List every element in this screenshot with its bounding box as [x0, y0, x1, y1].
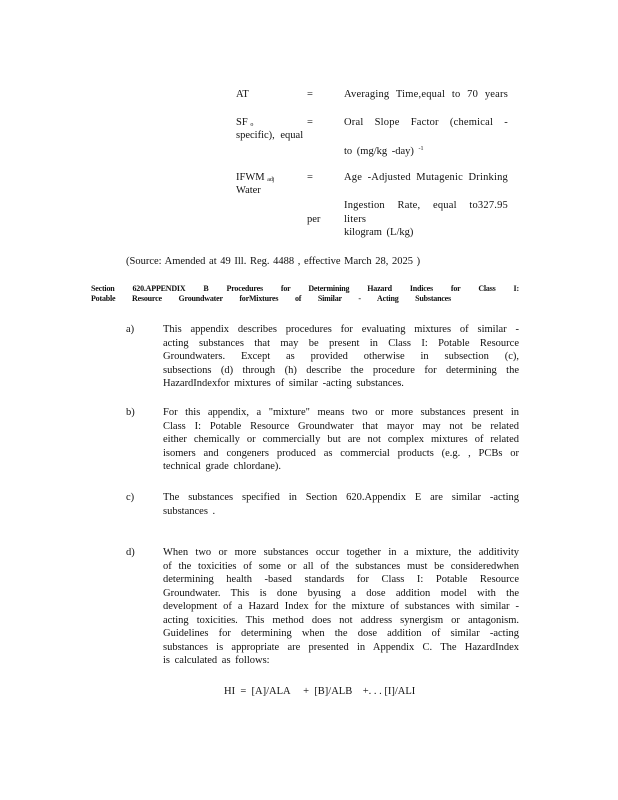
item-line: substances . — [163, 505, 216, 517]
def-text-ifwm-line1: Age -Adjusted Mutagenic Drinking — [344, 172, 508, 183]
item-line: determining health -based standards for Class I: Potable Resource — [163, 574, 519, 585]
item-line: acting substances that may be present in Class I: Potable Resource — [163, 337, 519, 349]
item-line: subsections (d) through (h) describe the procedure for determining the — [163, 364, 519, 376]
heading-word: Indices — [409, 284, 433, 293]
item-label-a: a) — [126, 324, 135, 335]
item-line: Groundwaters. Except as provided otherwise in subsection (c), — [163, 351, 519, 362]
def-text-sf-exponent: -1 — [418, 146, 424, 152]
def-text-at: Averaging Time,equal to 70 years — [344, 89, 508, 100]
def-term-sf-line2: specific), equal — [236, 130, 304, 141]
item-line: Guidelines for determining when the dose addition of similar -acting — [163, 628, 519, 639]
section-heading-line2 — [91, 294, 451, 304]
section-heading-line1 — [91, 284, 519, 294]
def-term-sf-label: SF — [236, 117, 248, 128]
def-term-at: AT — [236, 89, 249, 100]
def-term-ifwm-label: IFWM — [236, 172, 265, 183]
item-line: For this appendix, a "mixture" means two or more substances present in — [163, 407, 519, 418]
item-line: isomers and congeners produced as commercial products (e.g. , PCBs or — [163, 447, 519, 459]
heading-word: 620.APPENDIX — [132, 284, 186, 293]
item-line: development of a Hazard Index for the mixture of substances with similar - — [163, 601, 519, 612]
def-equals-at: = — [307, 89, 313, 100]
section-heading — [91, 284, 519, 304]
heading-word: for — [450, 284, 461, 293]
item-c-text — [163, 491, 519, 518]
heading-word: - Acting — [358, 294, 399, 303]
heading-word: forMixtures — [239, 294, 279, 303]
heading-word: Resource — [132, 294, 162, 303]
heading-word: Determining — [308, 284, 350, 293]
hazard-index-formula: HI = [A]/ALA + [B]/ALB +. . . [I]/ALI — [224, 686, 416, 697]
def-equals-ifwm: = — [307, 172, 313, 183]
heading-word: Potable — [91, 294, 116, 303]
heading-word: Substances — [415, 294, 451, 303]
item-line: is calculated as follows: — [163, 655, 270, 666]
def-equals-sf: = — [307, 117, 313, 128]
heading-word: Section — [91, 284, 115, 293]
heading-word: Procedures — [226, 284, 263, 293]
item-line: This appendix describes procedures for evaluating mixtures of similar - — [163, 324, 519, 335]
def-per-ifwm: per — [307, 214, 321, 225]
def-text-sf-line1: Oral Slope Factor (chemical - — [344, 117, 508, 128]
item-label-b: b) — [126, 407, 135, 418]
def-term-ifwm-line2: Water — [236, 185, 261, 196]
item-label-d: d) — [126, 547, 135, 558]
heading-word: I: — [513, 284, 519, 293]
item-line: of the toxicities of some or all of the substances must be consideredwhen — [163, 560, 519, 572]
item-d-text — [163, 546, 519, 668]
def-text-sf-line2 — [344, 143, 424, 159]
item-line: substances is appropriate are presented in Appendix C. The HazardIndex — [163, 641, 519, 653]
item-line: either chemically or commercially but are not complex mixtures of related — [163, 434, 519, 445]
def-term-ifwm-sub: adj — [267, 177, 275, 183]
item-b-text — [163, 406, 519, 474]
heading-word: Similar — [317, 294, 342, 303]
source-note: (Source: Amended at 49 Ill. Reg. 4488 , effective March 28, 2025 ) — [126, 256, 421, 267]
item-line: Groundwater. This is done byusing a dose addition model with the — [163, 587, 519, 599]
heading-word: Class — [478, 284, 496, 293]
def-term-sf-sub: o — [250, 122, 254, 128]
item-line: acting toxicities. This method does not address synergism or antagonism. — [163, 614, 519, 626]
heading-word: Hazard — [367, 284, 392, 293]
item-label-c: c) — [126, 492, 135, 503]
heading-word: B — [203, 284, 209, 293]
item-line: HazardIndexfor mixtures of similar -acting substances. — [163, 378, 404, 389]
def-text-sf-unit: to (mg/kg -day) — [344, 146, 414, 157]
item-line: Class I: Potable Resource Groundwater that mayor may not be related — [163, 420, 519, 432]
item-line: When two or more substances occur together in a mixture, the additivity — [163, 547, 519, 558]
def-text-ifwm-line3: kilogram (L/kg) — [344, 227, 414, 238]
heading-word: of — [294, 294, 302, 303]
heading-word: Groundwater — [178, 294, 223, 303]
heading-word: for — [280, 284, 291, 293]
item-a-text — [163, 323, 519, 391]
def-text-ifwm-line2: Ingestion Rate, equal to327.95 liters — [344, 200, 508, 225]
item-line: technical grade chlordane). — [163, 461, 281, 472]
item-line: The substances specified in Section 620.Appendix E are similar -acting — [163, 492, 519, 503]
